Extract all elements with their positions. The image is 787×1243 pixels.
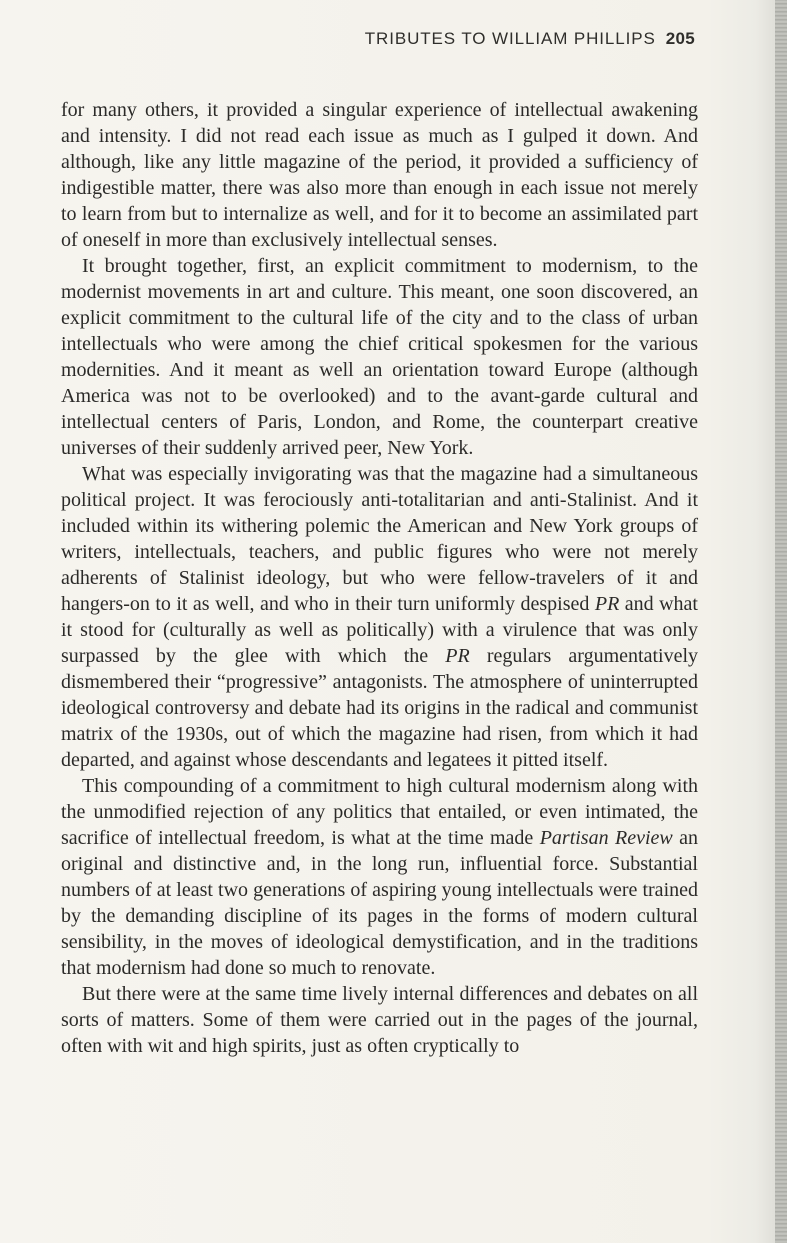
paragraph-text: for many others, it provided a singular experience of intellectual awakening and intensity. I did not read each issue as much as I gulped it down. And although, like any little magazine of the period, it provided a sufficiency of indigestible matter, there was also more than enough in each issue not merely to learn from but to internalize as well, and for it to become an assimilated part of oneself in more than exclusively intellectual senses. [61, 99, 698, 251]
paragraph-internal-differences [61, 981, 698, 1059]
paragraph-text: What was especially invigorating was that the magazine had a simultaneous political project. It was ferociously anti-totalitarian and anti-Stalinist. And it included within its withering polemic the American and New York groups of writers, intellectuals, teachers, and public figures who were not merely adherents of Stalinist ideology, but who were fellow-travelers of it and hangers-on to it as well, and who in their turn uniformly despised [61, 463, 698, 615]
paragraph-text: This compounding of a commitment to high cultural modernism along with the unmodified rejection of any politics that entailed, or even intimated, the sacrifice of intellectual freedom, is what at the time made [61, 775, 698, 849]
journal-title: Partisan Review [539, 827, 673, 849]
journal-abbreviation: PR [445, 645, 470, 667]
paragraph-text: an original and distinctive and, in the long run, influential force. Substantial numbers of at least two generations of aspiring young intellectuals were trained by the demanding discipline of its pages in the forms of modern cultural sensibility, in the moves of ideological demystification, and in the traditions that modernism had done so much to renovate. [61, 827, 698, 979]
paragraph-continued [61, 97, 698, 253]
paragraph-modernism [61, 253, 698, 461]
page-edge [775, 0, 787, 1243]
paragraph-text: But there were at the same time lively internal differences and debates on all sorts of matters. Some of them were carried out in the pages of the journal, often with wit and high spirits, just as often cryptically to [61, 983, 698, 1057]
paragraph-political-project [61, 461, 698, 773]
running-title: TRIBUTES TO WILLIAM PHILLIPS [364, 29, 656, 48]
body-text [61, 97, 698, 1059]
paragraph-text: It brought together, first, an explicit commitment to modernism, to the modernist movements in art and culture. This meant, one soon discovered, an explicit commitment to the cultural life of the city and to the class of urban intellectuals who were among the chief critical spokesmen for the various modernities. And it meant as well an orientation toward Europe (although America was not to be overlooked) and to the avant-garde cultural and intellectual centers of Paris, London, and Rome, the counterpart creative universes of their suddenly arrived peer, New York. [61, 255, 698, 459]
page-number: 205 [665, 29, 695, 48]
paragraph-text: and what it stood for (culturally as well as politically) with a virulence that was only surpassed by the glee with which the [61, 593, 698, 667]
running-head [365, 29, 695, 49]
paragraph-compounding [61, 773, 698, 981]
paragraph-text: regulars argumentatively dismembered their “progressive” antagonists. The atmosphere of uninterrupted ideological controversy and debate had its origins in the radical and communist matrix of the 1930s, out of which the magazine had risen, from which it had departed, and against whose descendants and legatees it pitted itself. [61, 645, 698, 771]
journal-abbreviation: PR [594, 593, 620, 615]
